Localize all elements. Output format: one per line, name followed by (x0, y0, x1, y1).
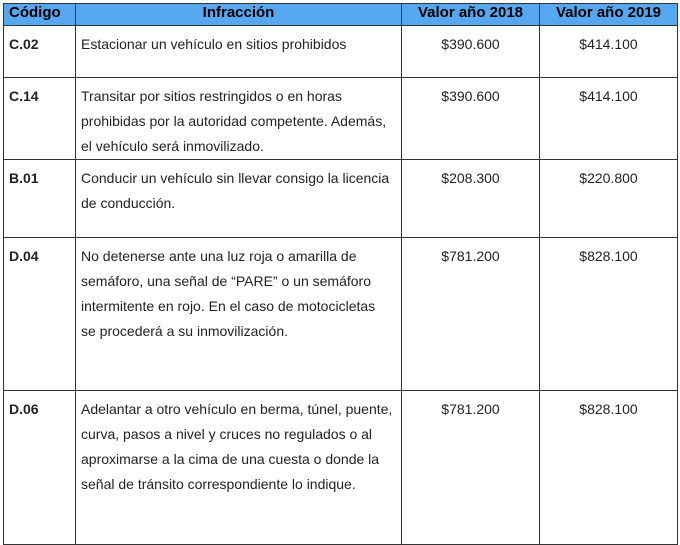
fines-table (3, 3, 678, 545)
value-2019-cell: $220.800 (540, 160, 678, 238)
value-2019-cell: $828.100 (540, 391, 678, 545)
code-cell: B.01 (4, 160, 76, 238)
description-cell: Conducir un vehículo sin llevar consigo la licencia de conducción. (76, 160, 402, 238)
value-2018-cell: $208.300 (402, 160, 540, 238)
table-row (4, 238, 678, 391)
header-infraction: Infracción (76, 4, 402, 26)
table-row (4, 78, 678, 160)
value-2019-cell: $828.100 (540, 238, 678, 391)
value-2018-cell: $390.600 (402, 26, 540, 78)
code-cell: D.06 (4, 391, 76, 545)
code-cell: C.14 (4, 78, 76, 160)
description-cell: No detenerse ante una luz roja o amarilla de semáforo, una señal de “PARE” o un semáforo intermitente en rojo. En el caso de motocicletas se procederá a su inmovilización. (76, 238, 402, 391)
header-code: Código (4, 4, 76, 26)
value-2018-cell: $781.200 (402, 238, 540, 391)
value-2019-cell: $414.100 (540, 78, 678, 160)
header-row (4, 4, 678, 26)
description-cell: Estacionar un vehículo en sitios prohibidos (76, 26, 402, 78)
table-row (4, 160, 678, 238)
table-row (4, 391, 678, 545)
code-cell: C.02 (4, 26, 76, 78)
value-2018-cell: $390.600 (402, 78, 540, 160)
description-cell: Adelantar a otro vehículo en berma, túnel, puente, curva, pasos a nivel y cruces no regulados o al aproximarse a la cima de una cuesta o donde la señal de tránsito correspondiente lo indique. (76, 391, 402, 545)
header-value-2018: Valor año 2018 (402, 4, 540, 26)
header-value-2019: Valor año 2019 (540, 4, 678, 26)
value-2018-cell: $781.200 (402, 391, 540, 545)
code-cell: D.04 (4, 238, 76, 391)
value-2019-cell: $414.100 (540, 26, 678, 78)
description-cell: Transitar por sitios restringidos o en horas prohibidas por la autoridad competente. Además, el vehículo será inmovilizado. (76, 78, 402, 160)
table-row (4, 26, 678, 78)
